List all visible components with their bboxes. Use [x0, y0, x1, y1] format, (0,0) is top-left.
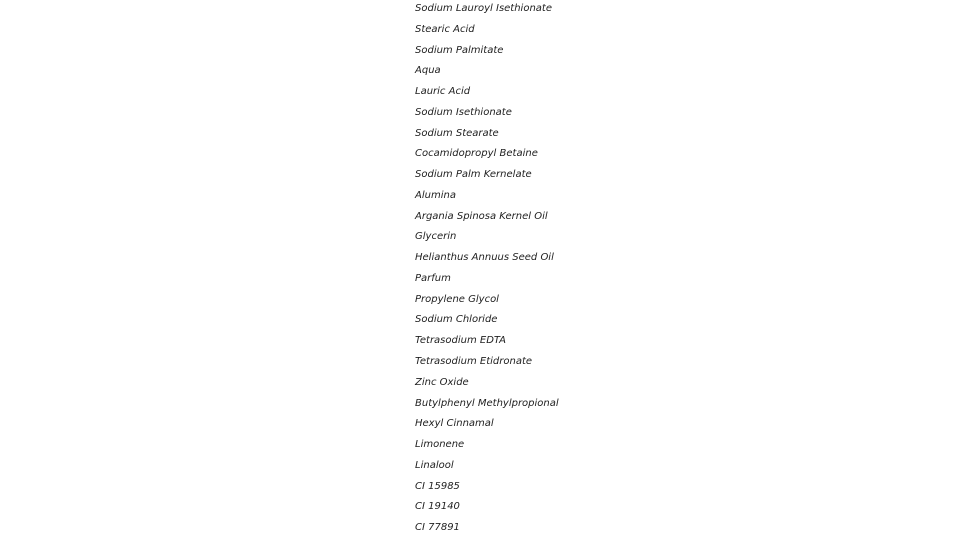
ingredient-item: Stearic Acid	[415, 23, 475, 35]
ingredient-item: Alumina	[415, 189, 456, 201]
ingredient-item: Helianthus Annuus Seed Oil	[415, 252, 554, 264]
ingredient-item: Butylphenyl Methylpropional	[415, 397, 559, 409]
ingredient-item: Linalool	[415, 459, 454, 471]
ingredient-item: Parfum	[415, 272, 451, 284]
ingredient-item: Sodium Stearate	[415, 127, 499, 139]
ingredient-item: Sodium Isethionate	[415, 106, 512, 118]
ingredient-item: Lauric Acid	[415, 86, 471, 98]
ingredient-item: Cocamidopropyl Betaine	[415, 148, 538, 160]
ingredient-item: Tetrasodium Etidronate	[415, 356, 533, 368]
ingredient-item: Limonene	[415, 439, 465, 451]
ingredient-item: CI 19140	[415, 501, 460, 513]
ingredient-item: Sodium Palmitate	[415, 44, 504, 56]
ingredient-item: Sodium Lauroyl Isethionate	[415, 3, 552, 14]
ingredient-item: Glycerin	[415, 231, 457, 243]
ingredient-list	[415, 0, 559, 540]
ingredient-item: Propylene Glycol	[415, 293, 499, 305]
ingredient-item: Sodium Palm Kernelate	[415, 169, 532, 181]
ingredient-item: CI 15985	[415, 480, 460, 492]
ingredient-item: Hexyl Cinnamal	[415, 418, 494, 430]
ingredient-item: Zinc Oxide	[415, 376, 469, 388]
ingredient-item: Argania Spinosa Kernel Oil	[415, 210, 548, 222]
ingredient-item: CI 77891	[415, 522, 460, 534]
ingredient-item: Tetrasodium EDTA	[415, 335, 506, 347]
ingredient-item: Aqua	[415, 65, 441, 77]
ingredient-item: Sodium Chloride	[415, 314, 498, 326]
